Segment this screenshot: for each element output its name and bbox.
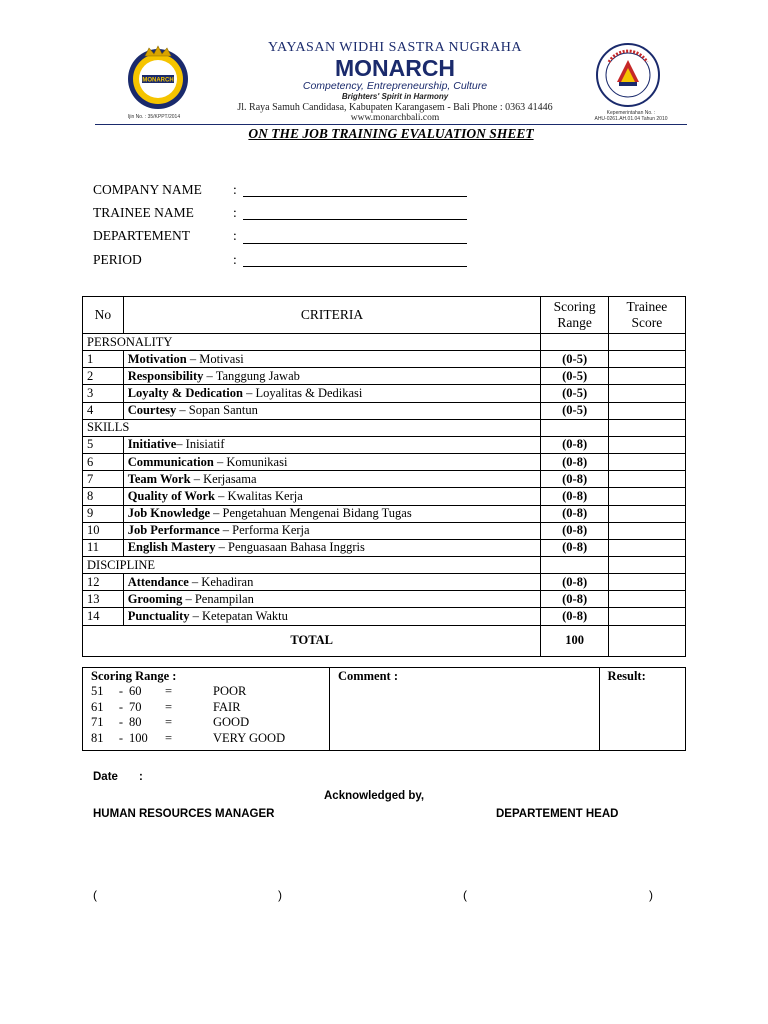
table-row — [83, 351, 686, 368]
scoring-range-value: (0-8) — [541, 591, 608, 608]
criteria-number: 6 — [83, 453, 124, 470]
table-row — [83, 488, 686, 505]
category-label: DISCIPLINE — [83, 557, 541, 574]
criteria-cell — [123, 591, 541, 608]
empty-cell — [541, 419, 608, 436]
scoring-range-value: (0-5) — [541, 351, 608, 368]
criteria-separator: – — [182, 591, 195, 606]
criteria-number: 5 — [83, 436, 124, 453]
criteria-separator: – — [242, 385, 256, 400]
foundation-name: YAYASAN WIDHI SASTRA NUGRAHA — [268, 40, 522, 55]
criteria-name: Quality of Work — [127, 488, 215, 503]
criteria-description: Sopan Santun — [188, 403, 258, 418]
criteria-number: 3 — [83, 385, 124, 402]
monarch-crest-logo-icon — [123, 42, 193, 112]
range-from: 71 — [91, 715, 104, 729]
result-section — [82, 667, 686, 751]
criteria-description: Penampilan — [194, 591, 254, 606]
field-colon: : — [233, 181, 237, 197]
scoring-range-value: (0-8) — [541, 436, 608, 453]
total-label: TOTAL — [83, 625, 541, 656]
table-header-row — [83, 297, 686, 334]
acknowledged-by: Acknowledged by, — [324, 790, 425, 802]
letterhead — [95, 38, 687, 124]
criteria-cell — [123, 505, 541, 522]
criteria-number: 9 — [83, 505, 124, 522]
criteria-number: 1 — [83, 351, 124, 368]
criteria-name: Punctuality — [127, 609, 190, 624]
empty-cell — [608, 334, 685, 351]
empty-cell — [541, 334, 608, 351]
trainee-score-input[interactable] — [608, 351, 685, 368]
range-label: VERY GOOD — [213, 730, 286, 745]
criteria-separator: – — [176, 403, 189, 418]
header-criteria: CRITERIA — [123, 297, 541, 334]
criteria-description: Ketepatan Waktu — [202, 609, 288, 624]
trainee-score-input[interactable] — [608, 539, 685, 556]
table-row — [83, 608, 686, 625]
category-row — [83, 419, 686, 436]
range-from: 61 — [91, 699, 104, 714]
trainee-score-input[interactable] — [608, 471, 685, 488]
header-divider — [95, 124, 687, 125]
range-from: 81 — [91, 730, 104, 745]
criteria-number: 10 — [83, 522, 124, 539]
department-label: DEPARTEMENT — [93, 228, 190, 244]
empty-cell — [608, 419, 685, 436]
scoring-range-row — [91, 684, 329, 700]
scoring-range-title: Scoring Range : — [91, 669, 177, 683]
criteria-description: Penguasaan Bahasa Inggris — [228, 540, 365, 555]
letterhead-text — [205, 38, 585, 123]
trainee-name-field[interactable] — [243, 207, 467, 220]
trainee-info-fields — [93, 178, 493, 271]
criteria-description: Kerjasama — [203, 471, 257, 486]
criteria-name: Communication — [127, 454, 214, 469]
head-signature-open: ( — [463, 888, 467, 902]
total-score-input[interactable] — [608, 625, 685, 656]
category-label: PERSONALITY — [83, 334, 541, 351]
result-cell[interactable] — [599, 668, 685, 751]
scoring-range-value: (0-5) — [541, 402, 608, 419]
criteria-description: Pengetahuan Mengenai Bidang Tugas — [222, 506, 412, 521]
criteria-description: Performa Kerja — [232, 523, 310, 538]
header-scoring-range — [541, 297, 608, 334]
department-head-title: DEPARTEMENT HEAD — [496, 808, 619, 820]
criteria-name: Job Performance — [127, 523, 220, 538]
institution-seal-icon — [595, 42, 661, 108]
criteria-number: 8 — [83, 488, 124, 505]
criteria-cell — [123, 402, 541, 419]
scoring-range-value: (0-8) — [541, 539, 608, 556]
date-colon: : — [139, 771, 143, 783]
scoring-range-row — [91, 715, 329, 731]
scoring-range-value: (0-8) — [541, 471, 608, 488]
header-trainee-score-line2: Score — [631, 315, 663, 330]
criteria-name: Attendance — [127, 574, 189, 589]
school-name: MONARCH — [334, 55, 456, 81]
hr-manager-title: HUMAN RESOURCES MANAGER — [93, 808, 275, 820]
field-colon: : — [233, 204, 237, 220]
criteria-separator: – — [210, 506, 223, 521]
trainee-score-input[interactable] — [608, 436, 685, 453]
school-motto: Competency, Entrepreneurship, Culture — [302, 80, 488, 92]
table-row — [83, 591, 686, 608]
criteria-separator: – — [215, 540, 229, 555]
criteria-separator: – — [176, 437, 186, 452]
range-label: GOOD — [213, 715, 250, 729]
criteria-number: 13 — [83, 591, 124, 608]
range-dash: - — [118, 715, 124, 729]
company-name-row — [93, 178, 493, 201]
department-row — [93, 225, 493, 248]
criteria-cell — [123, 368, 541, 385]
table-row — [83, 385, 686, 402]
trainee-score-input[interactable] — [608, 488, 685, 505]
criteria-cell — [123, 488, 541, 505]
criteria-number: 14 — [83, 608, 124, 625]
criteria-separator: – — [186, 351, 200, 366]
range-label: FAIR — [213, 699, 241, 714]
criteria-cell — [123, 436, 541, 453]
scoring-range-value: (0-5) — [541, 368, 608, 385]
criteria-description: Inisiatif — [185, 437, 225, 452]
criteria-separator: – — [203, 368, 216, 383]
range-to: 80 — [129, 715, 142, 729]
range-equals: = — [165, 699, 173, 714]
category-row — [83, 557, 686, 574]
criteria-name: Motivation — [127, 351, 187, 366]
field-colon: : — [233, 228, 237, 244]
scoring-range-value: (0-8) — [541, 522, 608, 539]
category-row — [83, 334, 686, 351]
header-scoring-range-line2: Range — [557, 315, 592, 330]
trainee-score-input[interactable] — [608, 522, 685, 539]
school-spirit: Brighters' Spirit in Harmony — [341, 92, 449, 101]
range-to: 70 — [129, 699, 142, 714]
scoring-range-value: (0-8) — [541, 453, 608, 470]
header-no: No — [83, 297, 124, 334]
range-to: 60 — [129, 684, 142, 698]
criteria-number: 11 — [83, 539, 124, 556]
company-name-label: COMPANY NAME — [93, 181, 202, 197]
empty-cell — [608, 557, 685, 574]
criteria-separator: – — [219, 523, 233, 538]
table-row — [83, 471, 686, 488]
criteria-name: Job Knowledge — [127, 506, 210, 521]
criteria-description: Kwalitas Kerja — [227, 488, 303, 503]
criteria-cell — [123, 608, 541, 625]
comment-label: Comment : — [337, 669, 399, 683]
trainee-score-input[interactable] — [608, 385, 685, 402]
trainee-name-label: TRAINEE NAME — [93, 204, 194, 220]
company-name-field[interactable] — [243, 184, 467, 197]
criteria-number: 4 — [83, 402, 124, 419]
category-label: SKILLS — [83, 419, 541, 436]
criteria-cell — [123, 385, 541, 402]
trainee-score-input[interactable] — [608, 402, 685, 419]
criteria-separator: – — [214, 488, 228, 503]
criteria-separator: – — [213, 454, 227, 469]
document-title: ON THE JOB TRAINING EVALUATION SHEET — [248, 126, 534, 141]
range-equals: = — [165, 684, 173, 698]
table-row — [83, 505, 686, 522]
criteria-name: Responsibility — [127, 368, 204, 383]
criteria-cell — [123, 574, 541, 591]
table-row — [83, 574, 686, 591]
period-row — [93, 248, 493, 271]
header-trainee-score-line1: Trainee — [626, 299, 668, 314]
school-website: www.monarchbali.com — [350, 113, 440, 123]
school-address: Jl. Raya Samuh Candidasa, Kabupaten Karangasem - Bali Phone : 0363 41446 — [237, 102, 553, 113]
period-field[interactable] — [243, 254, 467, 267]
table-row — [83, 368, 686, 385]
left-logo-registration: Ijin No. : 35/KPPT/2014 — [127, 114, 181, 120]
criteria-number: 12 — [83, 574, 124, 591]
table-row — [83, 436, 686, 453]
criteria-cell — [123, 471, 541, 488]
range-equals: = — [165, 730, 173, 745]
scoring-range-value: (0-5) — [541, 385, 608, 402]
field-colon: : — [233, 251, 237, 267]
scoring-range-value: (0-8) — [541, 574, 608, 591]
table-row — [83, 402, 686, 419]
empty-cell — [541, 557, 608, 574]
header-trainee-score — [608, 297, 685, 334]
table-row — [83, 522, 686, 539]
trainee-score-input[interactable] — [608, 368, 685, 385]
scoring-range-cell — [83, 668, 330, 751]
criteria-description: Kehadiran — [201, 574, 254, 589]
scoring-range-row — [91, 700, 329, 716]
trainee-score-input[interactable] — [608, 453, 685, 470]
criteria-name: Grooming — [127, 591, 183, 606]
criteria-name: Team Work — [127, 471, 191, 486]
trainee-score-input[interactable] — [608, 574, 685, 591]
date-label: Date — [93, 771, 118, 783]
criteria-description: Komunikasi — [226, 454, 288, 469]
criteria-separator: – — [189, 609, 202, 624]
criteria-name: Initiative — [127, 437, 177, 452]
scoring-range-value: (0-8) — [541, 608, 608, 625]
criteria-cell — [123, 522, 541, 539]
hr-signature-open: ( — [93, 888, 97, 902]
trainee-name-row — [93, 201, 493, 224]
criteria-description: Tanggung Jawab — [215, 368, 300, 383]
total-value: 100 — [541, 625, 608, 656]
criteria-separator: – — [188, 574, 202, 589]
criteria-cell — [123, 539, 541, 556]
range-to: 100 — [129, 730, 148, 745]
scoring-range-value: (0-8) — [541, 488, 608, 505]
svg-text:MONARCH: MONARCH — [142, 77, 174, 84]
criteria-cell — [123, 453, 541, 470]
trainee-score-input[interactable] — [608, 608, 685, 625]
criteria-cell — [123, 351, 541, 368]
range-dash: - — [118, 730, 124, 745]
range-from: 51 — [91, 684, 104, 698]
header-scoring-range-line1: Scoring — [553, 299, 596, 314]
criteria-number: 2 — [83, 368, 124, 385]
comment-cell[interactable] — [329, 668, 599, 751]
range-equals: = — [165, 715, 173, 729]
range-label: POOR — [213, 684, 247, 698]
table-row — [83, 539, 686, 556]
trainee-score-input[interactable] — [608, 591, 685, 608]
evaluation-table — [82, 296, 686, 657]
criteria-description: Motivasi — [199, 351, 244, 366]
criteria-name: Courtesy — [127, 403, 177, 418]
criteria-description: Loyalitas & Dedikasi — [255, 385, 363, 400]
total-row — [83, 625, 686, 656]
trainee-score-input[interactable] — [608, 505, 685, 522]
criteria-separator: – — [190, 471, 204, 486]
range-dash: - — [118, 699, 124, 714]
table-row — [83, 453, 686, 470]
result-label: Result: — [607, 669, 646, 683]
right-logo-registration: Kepemerintahan No. : AHU-0261.AH.01.04 Tahun 2010 — [594, 110, 668, 122]
range-dash: - — [118, 684, 124, 698]
criteria-name: Loyalty & Dedication — [127, 385, 243, 400]
scoring-range-value: (0-8) — [541, 505, 608, 522]
scoring-range-row — [91, 731, 329, 747]
hr-signature-close: ) — [278, 888, 282, 902]
criteria-number: 7 — [83, 471, 124, 488]
department-field[interactable] — [243, 231, 467, 244]
criteria-name: English Mastery — [127, 540, 216, 555]
period-label: PERIOD — [93, 251, 142, 267]
head-signature-close: ) — [649, 888, 653, 902]
